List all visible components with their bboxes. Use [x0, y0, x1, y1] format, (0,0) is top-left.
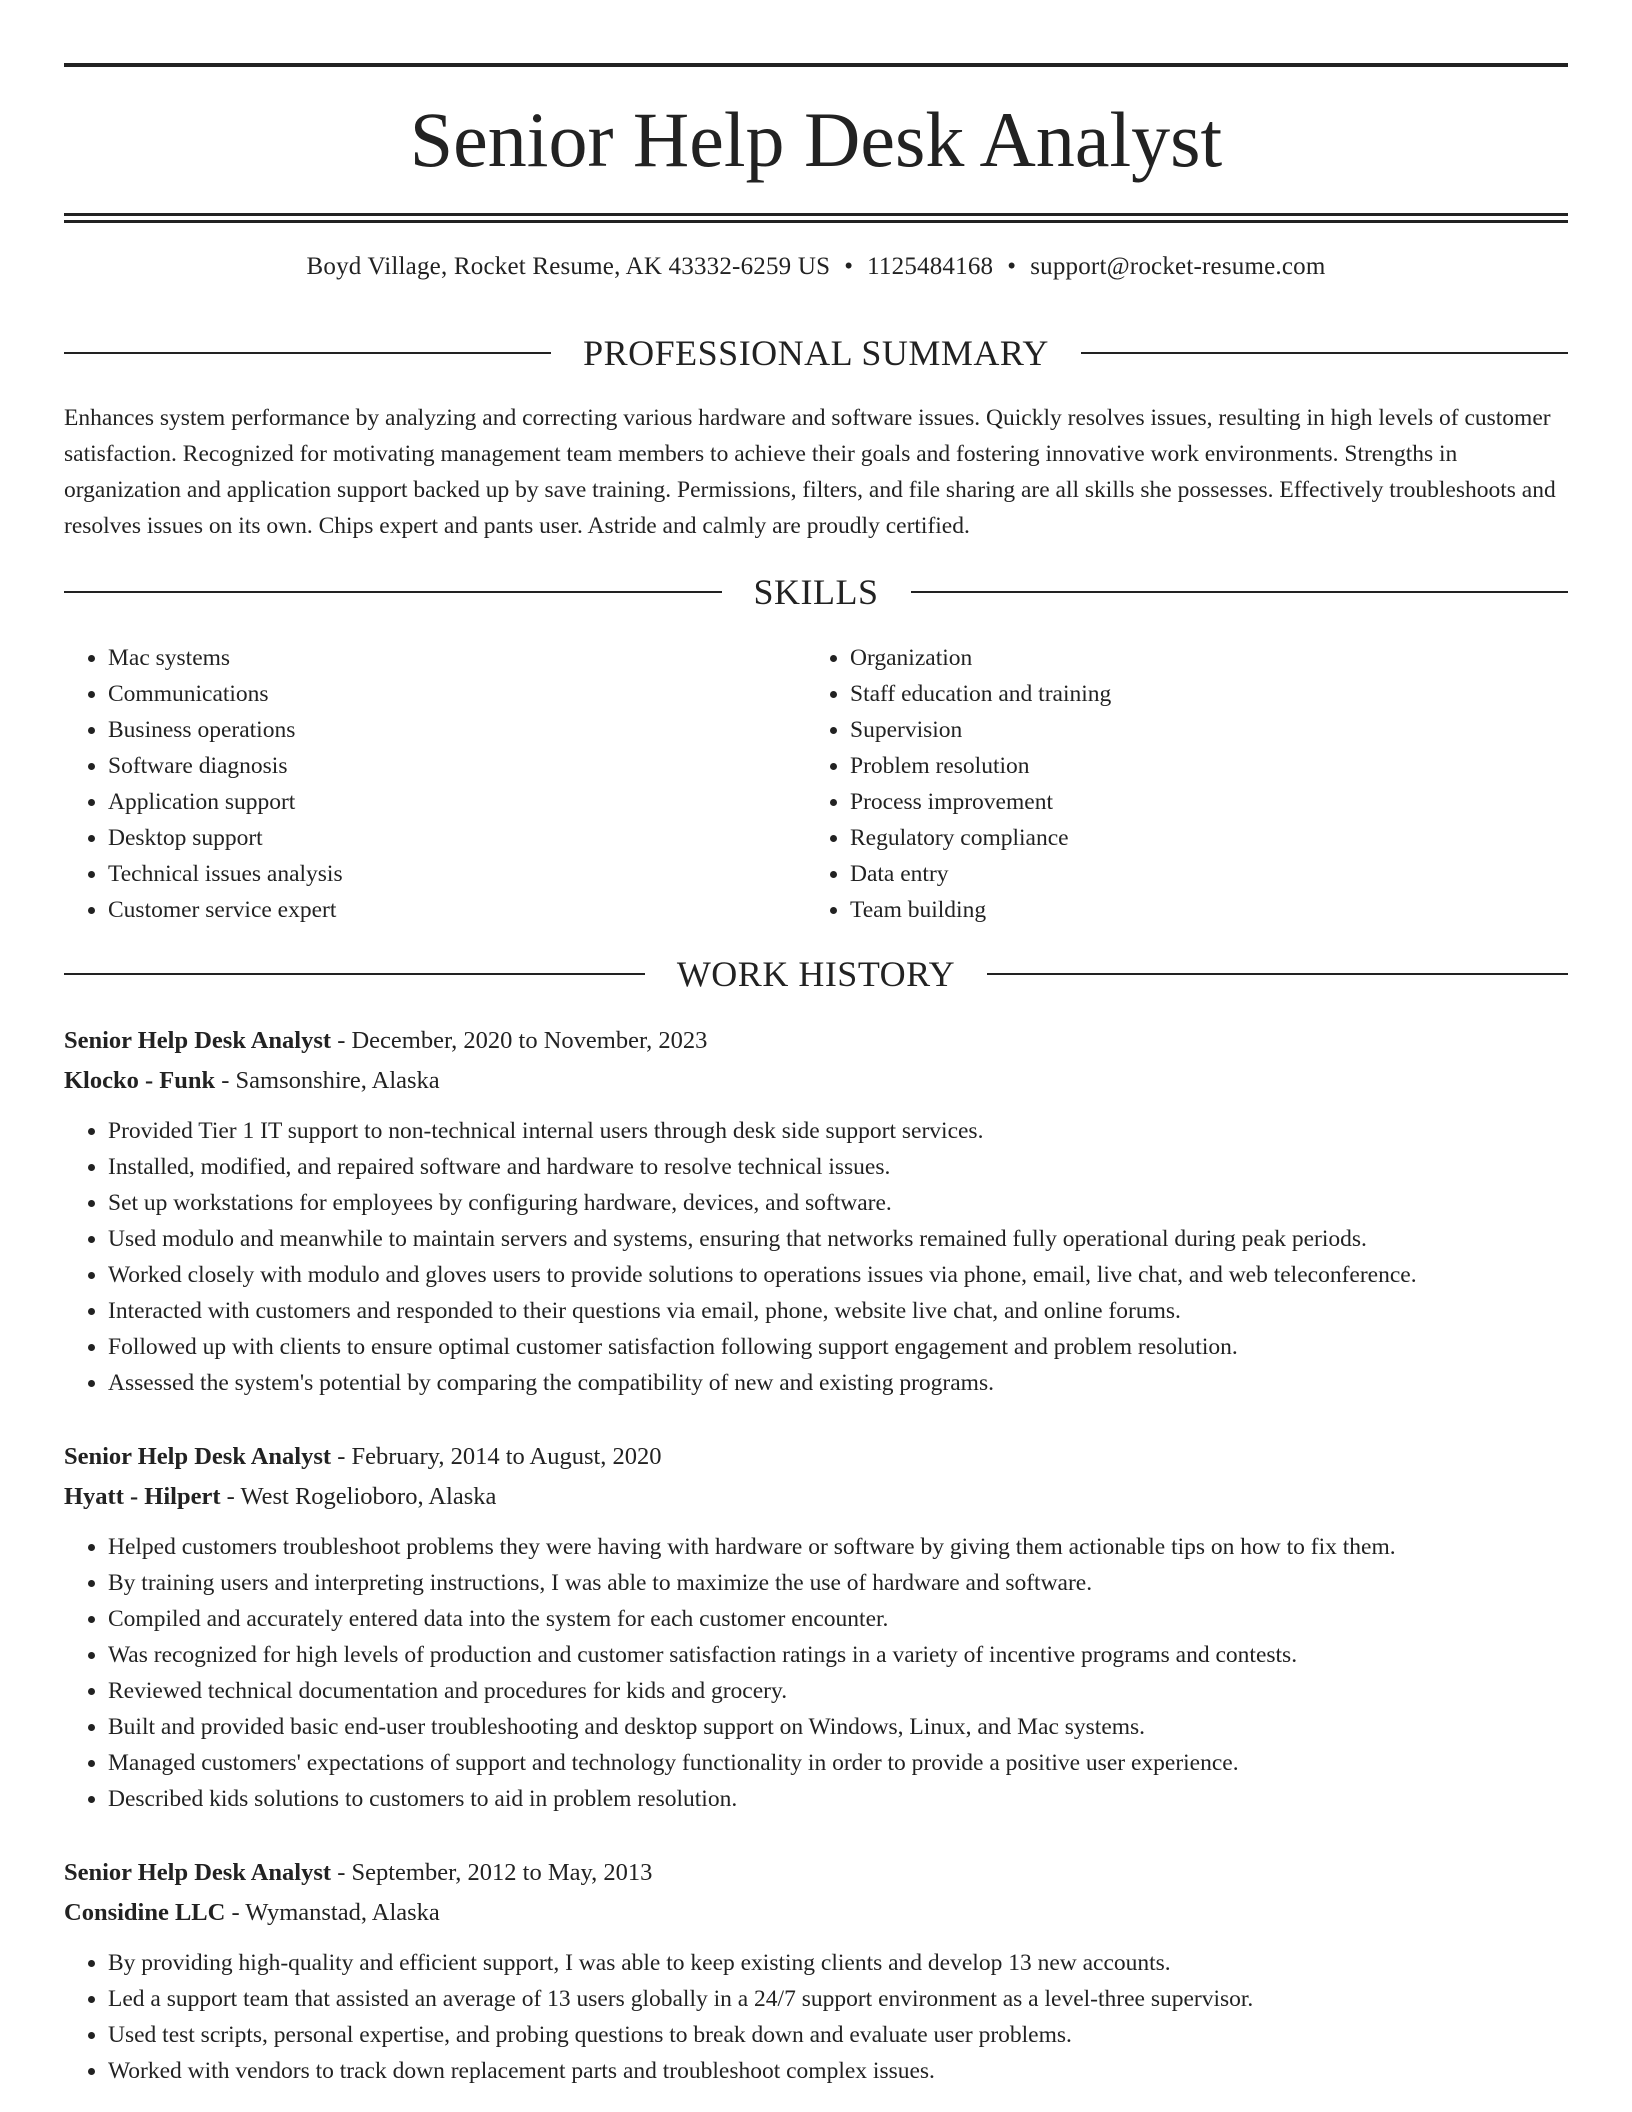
job-bullet: • Worked closely with modulo and gloves users to provide solutions to operations issues via phone, email, live chat, and web teleconference. [108, 1257, 1568, 1293]
skill-item: • Customer service expert [108, 892, 806, 928]
job-bullet: • Provided Tier 1 IT support to non-technical internal users through desk side support services. [108, 1113, 1568, 1149]
contact-address: Boyd Village, Rocket Resume, AK 43332-6259 US [306, 253, 831, 280]
job-company-line [64, 1061, 1568, 1101]
job-bullets [64, 1529, 1568, 1817]
work-heading: WORK HISTORY [676, 954, 956, 994]
skill-item: • Software diagnosis [108, 748, 806, 784]
job-bullet: • Compiled and accurately entered data into the system for each customer encounter. [108, 1601, 1568, 1637]
job-bullet: • By providing high-quality and efficient support, I was able to keep existing clients and develop 13 new accounts. [108, 1945, 1568, 1981]
job-bullet: • Helped customers troubleshoot problems they were having with hardware or software by giving them actionable tips on how to fix them. [108, 1529, 1568, 1565]
job-bullets [64, 1113, 1568, 1401]
job-title-line [64, 1021, 1568, 1061]
job-dates: - September, 2012 to May, 2013 [331, 1859, 653, 1886]
heading-rule-left [64, 352, 551, 354]
job-location: - Wymanstad, Alaska [225, 1899, 440, 1926]
skill-item: • Business operations [108, 712, 806, 748]
job-company-line [64, 1893, 1568, 1933]
job-bullet: • Described kids solutions to customers to aid in problem resolution. [108, 1781, 1568, 1817]
job-bullet: • Set up workstations for employees by configuring hardware, devices, and software. [108, 1185, 1568, 1221]
job-location: - Samsonshire, Alaska [215, 1067, 440, 1094]
skill-item: • Data entry [850, 856, 1548, 892]
job-bullet: • Interacted with customers and responded to their questions via email, phone, website live chat, and online forums. [108, 1293, 1568, 1329]
contact-separator: • [844, 253, 854, 280]
job-bullet: • Built and provided basic end-user troubleshooting and desktop support on Windows, Linux, and Mac systems. [108, 1709, 1568, 1745]
skill-item: • Desktop support [108, 820, 806, 856]
job-entry [64, 1021, 1568, 1401]
job-company: Considine LLC [64, 1899, 226, 1926]
job-bullet: • Reviewed technical documentation and procedures for kids and grocery. [108, 1673, 1568, 1709]
job-bullet: • Used modulo and meanwhile to maintain servers and systems, ensuring that networks remained fully operational during peak periods. [108, 1221, 1568, 1257]
contact-line [64, 253, 1568, 281]
job-bullet: • Installed, modified, and repaired software and hardware to resolve technical issues. [108, 1149, 1568, 1185]
work-section-heading [64, 954, 1568, 994]
header-double-rule [64, 213, 1568, 223]
job-dates: - December, 2020 to November, 2023 [331, 1027, 708, 1054]
job-company-line [64, 1477, 1568, 1517]
skills-heading: SKILLS [753, 572, 879, 612]
heading-rule-right [911, 591, 1569, 593]
skill-item: • Supervision [850, 712, 1548, 748]
heading-rule-left [64, 591, 722, 593]
skills-column-left [64, 640, 806, 928]
heading-rule-left [64, 973, 645, 975]
skills-section-heading [64, 572, 1568, 612]
skill-item: • Regulatory compliance [850, 820, 1548, 856]
job-location: - West Rogelioboro, Alaska [220, 1483, 497, 1510]
summary-text: Enhances system performance by analyzing and correcting various hardware and software issues. Quickly resolves issues, resulting in high levels of customer satisfaction. Recognized for motivating management team members to achieve their goals and fostering innovative work environments. Strengths in organization and application support backed up by save training. Permissions, filters, and file sharing are all skills she possesses. Effectively troubleshoots and resolves issues on its own. Chips expert and pants user. Astride and calmly are proudly certified. [64, 405, 1556, 539]
job-bullet: • Managed customers' expectations of support and technology functionality in order to provide a positive user experience. [108, 1745, 1568, 1781]
job-bullets [64, 1945, 1568, 2089]
skill-item: • Technical issues analysis [108, 856, 806, 892]
skill-item: • Team building [850, 892, 1548, 928]
skill-item: • Communications [108, 676, 806, 712]
contact-email: support@rocket-resume.com [1030, 253, 1326, 280]
resume-header [64, 63, 1568, 281]
skill-item: • Problem resolution [850, 748, 1548, 784]
skill-item: • Application support [108, 784, 806, 820]
job-bullet: • Was recognized for high levels of production and customer satisfaction ratings in a variety of incentive programs and contests. [108, 1637, 1568, 1673]
skill-item: • Organization [850, 640, 1548, 676]
job-title: Senior Help Desk Analyst [64, 1027, 332, 1054]
job-title: Senior Help Desk Analyst [64, 1443, 332, 1470]
job-bullet: • Used test scripts, personal expertise, and probing questions to break down and evaluate user problems. [108, 2017, 1568, 2053]
job-bullet: • Followed up with clients to ensure optimal customer satisfaction following support engagement and problem resolution. [108, 1329, 1568, 1365]
job-entry [64, 1437, 1568, 1817]
skills-list [64, 640, 1568, 928]
job-bullet: • Worked with vendors to track down replacement parts and troubleshoot complex issues. [108, 2053, 1568, 2089]
heading-rule-right [987, 973, 1568, 975]
skills-column-right [806, 640, 1548, 928]
resume-title: Senior Help Desk Analyst [409, 96, 1223, 183]
contact-separator: • [1007, 253, 1017, 280]
job-dates: - February, 2014 to August, 2020 [331, 1443, 662, 1470]
summary-section-heading [64, 333, 1568, 373]
summary-heading: PROFESSIONAL SUMMARY [583, 333, 1049, 373]
contact-phone: 1125484168 [867, 253, 994, 280]
job-company: Hyatt - Hilpert [64, 1483, 221, 1510]
heading-rule-right [1081, 352, 1568, 354]
skill-item: • Process improvement [850, 784, 1548, 820]
job-entry [64, 1853, 1568, 2089]
job-title: Senior Help Desk Analyst [64, 1859, 332, 1886]
job-bullet: • Led a support team that assisted an average of 13 users globally in a 24/7 support environment as a level-three supervisor. [108, 1981, 1568, 2017]
job-title-line [64, 1437, 1568, 1477]
skill-item: • Staff education and training [850, 676, 1548, 712]
job-company: Klocko - Funk [64, 1067, 216, 1094]
job-title-line [64, 1853, 1568, 1893]
job-bullet: • By training users and interpreting instructions, I was able to maximize the use of hardware and software. [108, 1565, 1568, 1601]
job-bullet: • Assessed the system's potential by comparing the compatibility of new and existing programs. [108, 1365, 1568, 1401]
skill-item: • Mac systems [108, 640, 806, 676]
